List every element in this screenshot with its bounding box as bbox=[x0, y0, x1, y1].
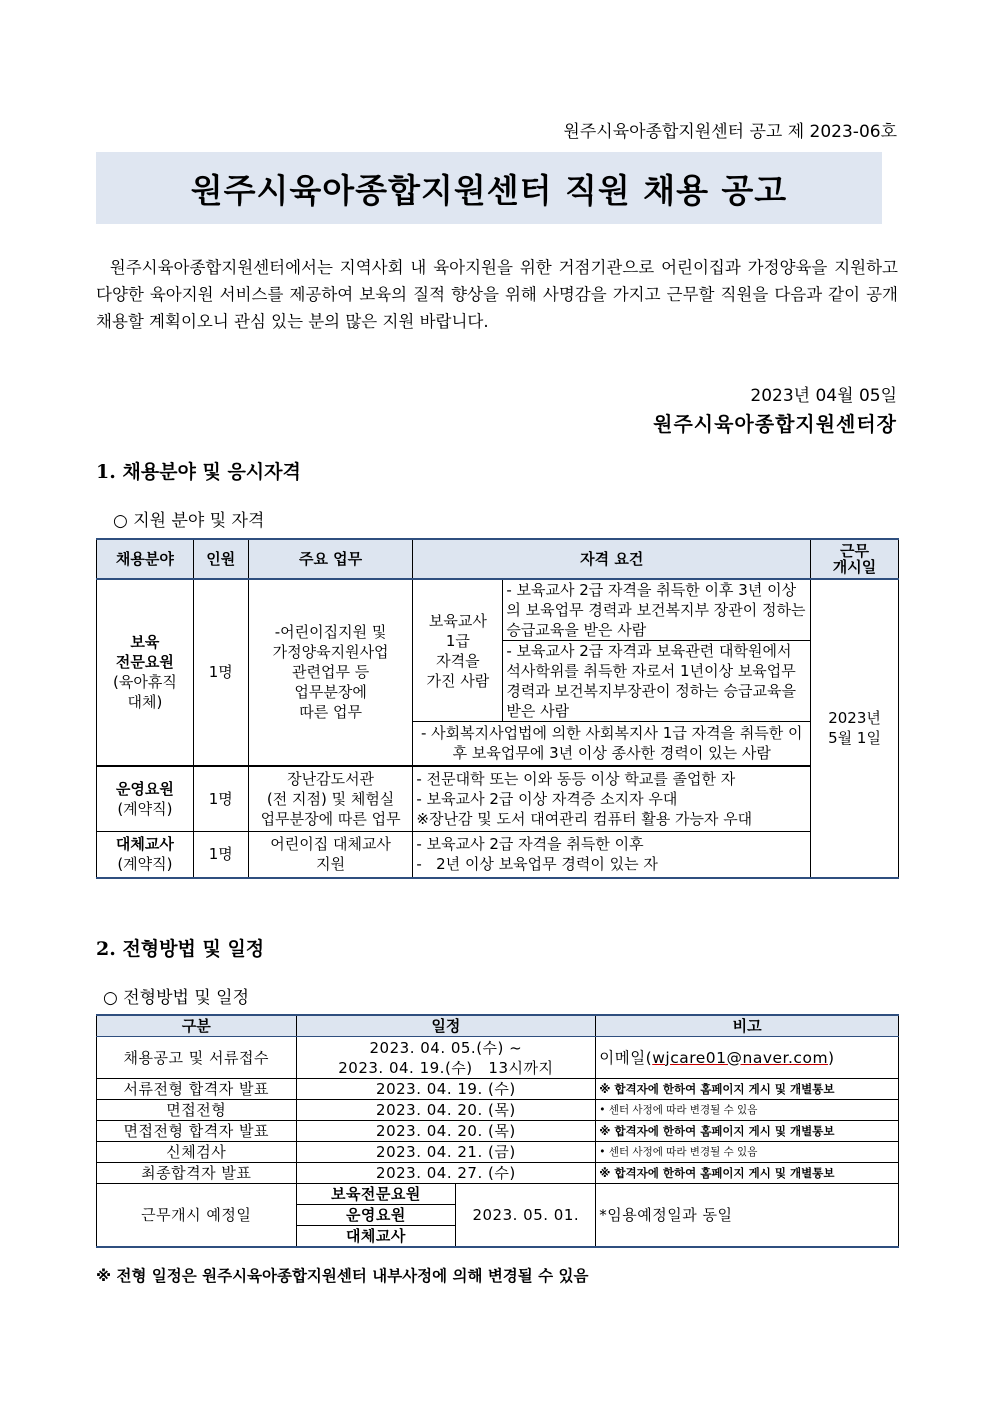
section2-heading: 2. 전형방법 및 일정 bbox=[96, 938, 265, 960]
qual-cell bbox=[413, 766, 811, 832]
footnote: ※ 전형 일정은 원주시육아종합지원센터 내부사정에 의해 변경될 수 있음 bbox=[96, 1267, 589, 1285]
duty-line: 업무분장에 bbox=[294, 683, 367, 702]
title-banner bbox=[96, 152, 882, 224]
group-line: 보육교사 bbox=[428, 611, 487, 630]
table-row bbox=[97, 1142, 899, 1163]
field-line: 보육 bbox=[130, 633, 160, 652]
table-header-row bbox=[97, 1015, 899, 1037]
schedule-cell bbox=[296, 1037, 596, 1079]
table-row bbox=[97, 766, 899, 832]
start-date-line: 5월 1일 bbox=[828, 729, 881, 748]
table-row bbox=[97, 1079, 899, 1100]
table-row bbox=[97, 1184, 899, 1205]
table-row bbox=[97, 579, 899, 641]
count-cell: 1명 bbox=[193, 766, 248, 832]
email-link[interactable]: wjcare01@naver.com bbox=[652, 1048, 829, 1067]
duty-line: 관련업무 등 bbox=[291, 663, 370, 682]
section1-subheading: ○ 지원 분야 및 자격 bbox=[113, 511, 265, 531]
intro-text: 원주시육아종합지원센터에서는 지역사회 내 육아지원을 위한 거점기관으로 어린이집과 가정양육을 지원하고 다양한 육아지원 서비스를 제공하여 보육의 질적 향상을 위해 사명감을 가지고 근무할 직원을 다음과 같이 공개 채용할 계획이오니 관심 있는 분의 많은 지원 바랍니다. bbox=[96, 258, 898, 331]
table-row bbox=[97, 1121, 899, 1142]
field-line: (계약직) bbox=[117, 855, 173, 874]
role-cell: 보육전문요원 bbox=[296, 1184, 456, 1205]
header-field: 채용분야 bbox=[97, 539, 194, 579]
field-operations bbox=[97, 766, 194, 832]
qual-line: - 보육교사 2급 자격을 취득한 이후 bbox=[416, 835, 644, 854]
qual-a: - 보육교사 2급 자격을 취득한 이후 3년 이상의 보육업무 경력과 보건복지부 장관이 정하는 승급교육을 받은 사람 bbox=[503, 579, 811, 641]
qual-cell bbox=[413, 832, 811, 878]
field-line: 대체교사 bbox=[115, 835, 174, 854]
section1-heading: 1. 채용분야 및 응시자격 bbox=[96, 461, 301, 483]
duty-line: 어린이집 대체교사 bbox=[270, 835, 391, 854]
duty-line: 장난감도서관 bbox=[287, 769, 375, 788]
field-childcare-specialist bbox=[97, 579, 194, 766]
count-cell: 1명 bbox=[193, 579, 248, 766]
schedule-line: 2023. 04. 05.(수) ~ bbox=[369, 1038, 523, 1057]
role-cell: 대체교사 bbox=[296, 1226, 456, 1248]
count-cell: 1명 bbox=[193, 832, 248, 878]
header-start bbox=[811, 539, 899, 579]
category-cell: 면접전형 합격자 발표 bbox=[97, 1121, 297, 1142]
table-row bbox=[97, 1163, 899, 1184]
category-cell: 서류전형 합격자 발표 bbox=[97, 1079, 297, 1100]
remark-suffix: ) bbox=[828, 1048, 835, 1067]
duty-cell bbox=[248, 766, 413, 832]
qual-line: - 전문대학 또는 이와 동등 이상 학교를 졸업한 자 bbox=[416, 769, 736, 788]
notice-number: 원주시육아종합지원센터 공고 제 2023-06호 bbox=[563, 122, 897, 142]
field-line: (계약직) bbox=[117, 799, 173, 818]
schedule-table bbox=[96, 1014, 899, 1248]
header-qualification: 자격 요건 bbox=[413, 539, 811, 579]
header-remarks: 비고 bbox=[596, 1015, 899, 1037]
duty-cell bbox=[248, 579, 413, 766]
duty-line: 지원 bbox=[316, 855, 346, 874]
signer: 원주시육아종합지원센터장 bbox=[653, 412, 897, 436]
remark-cell bbox=[596, 1037, 899, 1079]
qual-line: ※장난감 및 도서 대여관리 컴퓨터 활용 가능자 우대 bbox=[416, 809, 753, 828]
schedule-cell: 2023. 04. 20. (목) bbox=[296, 1100, 596, 1121]
remark-prefix: 이메일( bbox=[599, 1048, 653, 1067]
table-row bbox=[97, 832, 899, 878]
schedule-cell: 2023. 04. 20. (목) bbox=[296, 1121, 596, 1142]
schedule-cell: 2023. 04. 19. (수) bbox=[296, 1079, 596, 1100]
header-start-line2: 개시일 bbox=[832, 558, 877, 576]
group-line: 1급 bbox=[445, 631, 470, 650]
qual-line: - 2년 이상 보육업무 경력이 있는 자 bbox=[416, 855, 658, 874]
remark-cell: • 센터 사정에 따라 변경될 수 있음 bbox=[596, 1100, 899, 1121]
intro-paragraph bbox=[96, 254, 898, 335]
category-cell: 최종합격자 발표 bbox=[97, 1163, 297, 1184]
notice-date: 2023년 04월 05일 bbox=[750, 386, 897, 406]
qual-b: - 보육교사 2급 자격과 보육관련 대학원에서 석사학위를 취득한 자로서 1년이상 보육업무 경력과 보건복지부장관이 정하는 승급교육을 받은 사람 bbox=[503, 641, 811, 722]
field-line: 전문요원 bbox=[115, 653, 174, 672]
header-category: 구분 bbox=[97, 1015, 297, 1037]
table-row bbox=[97, 1100, 899, 1121]
header-duty: 주요 업무 bbox=[248, 539, 413, 579]
field-line: 대체) bbox=[127, 693, 163, 712]
header-count: 인원 bbox=[193, 539, 248, 579]
duty-line: (전 지점) 및 체험실 bbox=[266, 789, 395, 808]
field-line: 운영요원 bbox=[115, 779, 174, 798]
category-cell: 신체검사 bbox=[97, 1142, 297, 1163]
qual-group-cell bbox=[413, 579, 503, 722]
schedule-cell: 2023. 04. 21. (금) bbox=[296, 1142, 596, 1163]
qualification-table bbox=[96, 538, 899, 879]
qual-c: - 사회복지사업법에 의한 사회복지사 1급 자격을 취득한 이후 보육업무에 3년 이상 종사한 경력이 있는 사람 bbox=[413, 722, 811, 766]
start-date-cell: 2023. 05. 01. bbox=[456, 1184, 596, 1248]
duty-cell bbox=[248, 832, 413, 878]
schedule-line: 2023. 04. 19.(수) 13시까지 bbox=[338, 1058, 554, 1077]
group-line: 자격을 bbox=[436, 651, 480, 670]
qual-line: - 보육교사 2급 이상 자격증 소지자 우대 bbox=[416, 789, 678, 808]
group-line: 가진 사람 bbox=[426, 671, 490, 690]
duty-line: 가정양육지원사업 bbox=[272, 643, 389, 662]
header-schedule: 일정 bbox=[296, 1015, 596, 1037]
start-date-cell bbox=[811, 579, 899, 878]
field-line: (육아휴직 bbox=[113, 673, 177, 692]
start-date-line: 2023년 bbox=[828, 709, 881, 728]
field-substitute bbox=[97, 832, 194, 878]
duty-line: 업무분장에 따른 업무 bbox=[260, 809, 401, 828]
remark-cell: *임용예정일과 동일 bbox=[596, 1184, 899, 1248]
page-title: 원주시육아종합지원센터 직원 채용 공고 bbox=[190, 170, 788, 210]
remark-cell: ※ 합격자에 한하여 홈페이지 게시 및 개별통보 bbox=[596, 1121, 899, 1142]
table-row bbox=[97, 1037, 899, 1079]
duty-line: -어린이집지원 및 bbox=[274, 623, 387, 642]
table-header-row bbox=[97, 539, 899, 579]
role-cell: 운영요원 bbox=[296, 1205, 456, 1226]
category-cell: 면접전형 bbox=[97, 1100, 297, 1121]
duty-line: 따른 업무 bbox=[299, 703, 362, 722]
remark-cell: • 센터 사정에 따라 변경될 수 있음 bbox=[596, 1142, 899, 1163]
category-cell: 근무개시 예정일 bbox=[97, 1184, 297, 1248]
remark-cell: ※ 합격자에 한하여 홈페이지 게시 및 개별통보 bbox=[596, 1163, 899, 1184]
schedule-cell: 2023. 04. 27. (수) bbox=[296, 1163, 596, 1184]
category-cell: 채용공고 및 서류접수 bbox=[97, 1037, 297, 1079]
remark-cell: ※ 합격자에 한하여 홈페이지 게시 및 개별통보 bbox=[596, 1079, 899, 1100]
header-start-line1: 근무 bbox=[840, 542, 870, 560]
section2-subheading: ○ 전형방법 및 일정 bbox=[103, 988, 249, 1008]
